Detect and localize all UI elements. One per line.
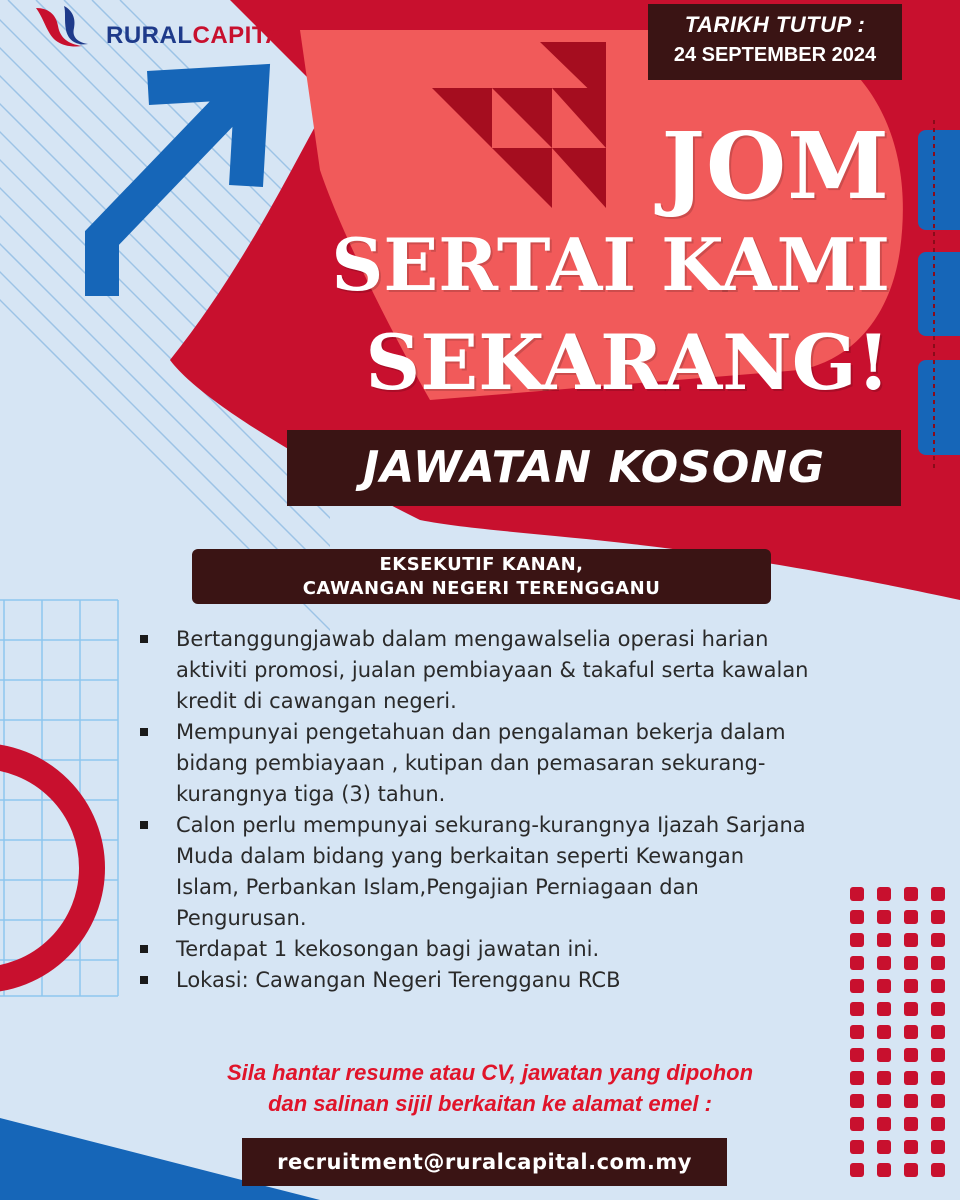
bullet-icon — [140, 945, 148, 953]
requirement-line: Muda dalam bidang yang berkaitan seperti Kewangan — [176, 844, 745, 868]
requirement-item — [140, 965, 840, 996]
headline-line-3: SEKARANG! — [365, 318, 890, 407]
bullet-icon — [140, 976, 148, 984]
requirement-item — [140, 717, 840, 810]
red-dot-grid — [850, 887, 945, 1177]
requirement-line: bidang pembiayaan , kutipan dan pemasaran sekurang- — [176, 751, 766, 775]
requirement-line: Islam, Perbankan Islam,Pengajian Perniagaan dan — [176, 875, 699, 899]
position-title-box — [192, 549, 771, 604]
bullet-icon — [140, 821, 148, 829]
requirement-line: Calon perlu mempunyai sekurang-kurangnya Ijazah Sarjana — [176, 813, 806, 837]
logo-wordmark — [106, 22, 298, 50]
requirement-item — [140, 934, 840, 965]
logo-mark-icon — [28, 4, 92, 50]
requirements-list — [140, 624, 840, 996]
requirement-line: Pengurusan. — [176, 906, 307, 930]
closing-date-value: 24 SEPTEMBER 2024 — [673, 44, 877, 66]
logo-word-capital: CAPITAL — [192, 22, 299, 49]
bullet-icon — [140, 635, 148, 643]
rural-capital-logo — [28, 4, 338, 50]
bullet-icon — [140, 728, 148, 736]
application-instruction — [120, 1057, 860, 1119]
requirement-line: kredit di cawangan negeri. — [176, 689, 457, 713]
requirement-line: Mempunyai pengetahuan dan pengalaman bekerja dalam — [176, 720, 786, 744]
position-title-line-1: EKSEKUTIF KANAN, — [379, 554, 584, 575]
instruction-line-2: dan salinan sijil berkaitan ke alamat emel : — [268, 1091, 712, 1116]
requirement-line: Lokasi: Cawangan Negeri Terengganu RCB — [176, 968, 621, 992]
requirement-line: Bertanggungjawab dalam mengawalselia operasi harian — [176, 627, 769, 651]
headline-line-1: JOM — [661, 112, 890, 220]
position-title-line-2: CAWANGAN NEGERI TERENGGANU — [302, 578, 661, 599]
right-edge-tabs — [918, 120, 960, 470]
requirement-line: Terdapat 1 kekosongan bagi jawatan ini. — [176, 937, 600, 961]
headline-line-2: SERTAI KAMI — [331, 222, 890, 307]
red-ring-icon — [0, 756, 92, 980]
closing-date-box — [648, 4, 902, 80]
vacancy-banner: JAWATAN KOSONG — [287, 430, 901, 506]
closing-date-label: TARIKH TUTUP : — [684, 12, 866, 37]
blue-arrow-icon — [102, 82, 252, 296]
instruction-line-1: Sila hantar resume atau CV, jawatan yang dipohon — [226, 1060, 754, 1085]
logo-word-rural: RURAL — [106, 22, 193, 49]
requirement-line: aktiviti promosi, jualan pembiayaan & takaful serta kawalan — [176, 658, 809, 682]
requirement-item — [140, 624, 840, 717]
recruitment-email: recruitment@ruralcapital.com.my — [242, 1138, 727, 1186]
requirement-line: kurangnya tiga (3) tahun. — [176, 782, 446, 806]
requirement-item — [140, 810, 840, 934]
